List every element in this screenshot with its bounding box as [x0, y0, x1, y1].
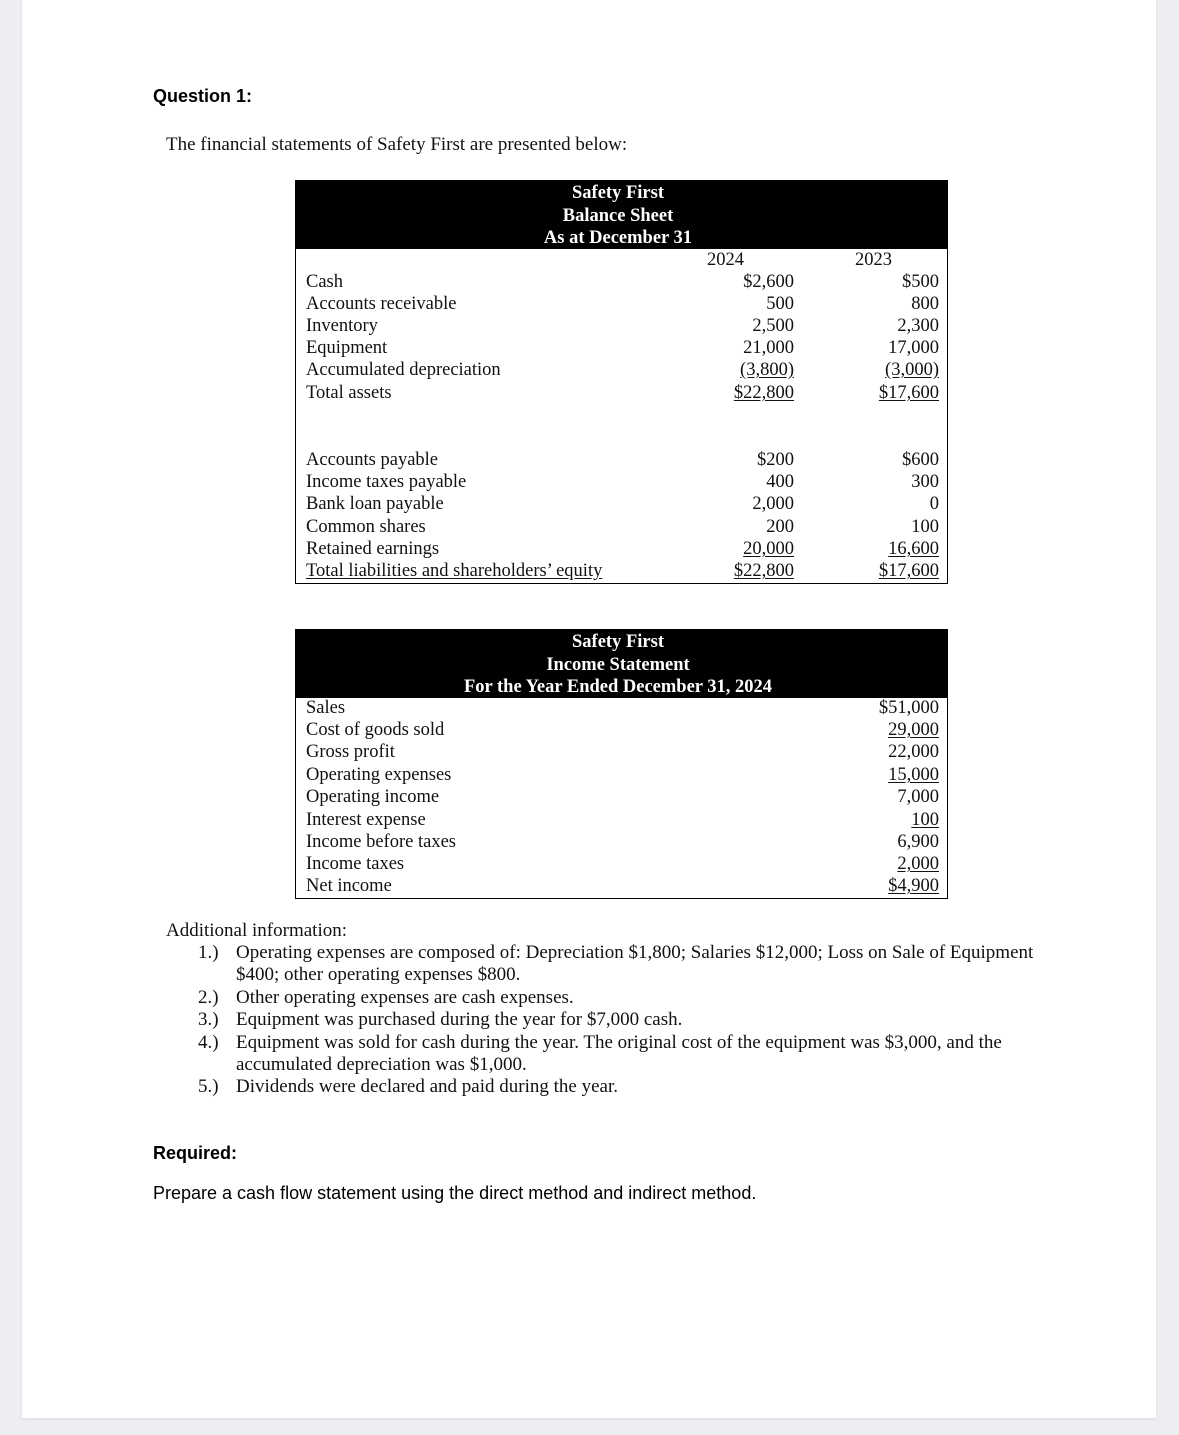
- is-label-cogs: Cost of goods sold: [306, 720, 445, 740]
- balance-sheet-header: [296, 181, 947, 249]
- equity-2023-re: 16,600: [888, 539, 939, 559]
- is-label-gross-profit: Gross profit: [306, 742, 395, 762]
- equity-label-shares: Common shares: [306, 517, 426, 537]
- liab-2023-tax: 300: [911, 472, 939, 492]
- required-title: Required:: [153, 1143, 238, 1163]
- is-value-cogs: 29,000: [888, 720, 939, 740]
- asset-2024-total: $22,800: [733, 383, 794, 403]
- list-item: [198, 1009, 1078, 1031]
- liab-label-loan: Bank loan payable: [306, 494, 444, 514]
- income-statement-table: [295, 629, 948, 899]
- list-item: [198, 1032, 1078, 1077]
- asset-label-equipment: Equipment: [306, 338, 388, 358]
- list-item-number: 1.): [198, 942, 219, 963]
- liab-label-total: Total liabilities and shareholders’ equity: [306, 561, 603, 581]
- asset-2023-total: $17,600: [878, 383, 939, 403]
- required-text: Prepare a cash flow statement using the direct method and indirect method.: [153, 1183, 757, 1203]
- is-value-op-income: 7,000: [897, 787, 939, 807]
- asset-2024-equipment: 21,000: [743, 338, 794, 358]
- asset-label-inventory: Inventory: [306, 316, 378, 336]
- question-title: Question 1:: [153, 86, 253, 106]
- list-item-text-cont: accumulated depreciation was $1,000.: [236, 1054, 527, 1076]
- is-label-taxes: Income taxes: [306, 854, 405, 874]
- document-page: [22, 0, 1156, 1418]
- bs-title: Balance Sheet: [562, 205, 674, 226]
- income-statement-header: [296, 630, 947, 698]
- list-item-text: Other operating expenses are cash expenses.: [236, 986, 574, 1008]
- year-2023-header: 2023: [855, 250, 892, 270]
- asset-2023-cash: $500: [902, 272, 939, 292]
- list-item-text: Operating expenses are composed of: Depreciation $1,800; Salaries $12,000; Loss on Sale of Equipment: [236, 942, 1034, 963]
- list-item: [198, 1076, 1078, 1098]
- equity-2023-shares: 100: [911, 517, 939, 537]
- is-period: For the Year Ended December 31, 2024: [463, 677, 773, 697]
- year-2024-header: 2024: [707, 250, 744, 270]
- list-item-text-cont: $400; other operating expenses $800.: [236, 964, 521, 986]
- asset-label-accum-dep: Accumulated depreciation: [306, 360, 501, 380]
- asset-2024-accum-dep: (3,800): [740, 360, 794, 380]
- list-item: [198, 987, 1078, 1009]
- intro-text: The financial statements of Safety First are presented below:: [166, 134, 628, 155]
- balance-sheet-table: [295, 180, 948, 584]
- asset-label-total: Total assets: [306, 383, 392, 403]
- liab-2024-loan: 2,000: [752, 494, 794, 514]
- equity-2024-re: 20,000: [743, 539, 794, 559]
- is-value-net-income: $4,900: [888, 876, 939, 896]
- is-value-ibt: 6,900: [897, 832, 939, 852]
- is-label-ibt: Income before taxes: [306, 832, 456, 852]
- liab-label-tax: Income taxes payable: [306, 472, 467, 492]
- list-item-number: 3.): [198, 1009, 219, 1031]
- asset-2024-ar: 500: [766, 294, 794, 314]
- is-value-interest: 100: [911, 810, 939, 830]
- list-item-number: 5.): [198, 1076, 219, 1098]
- list-item-text: Dividends were declared and paid during the year.: [236, 1076, 618, 1098]
- asset-2024-inventory: 2,500: [752, 316, 794, 336]
- additional-info-title: Additional information:: [166, 920, 348, 941]
- is-label-sales: Sales: [306, 698, 346, 718]
- is-company: Safety First: [572, 632, 664, 652]
- asset-2023-accum-dep: (3,000): [885, 360, 939, 380]
- asset-label-cash: Cash: [306, 272, 343, 292]
- asset-2023-ar: 800: [911, 294, 939, 314]
- equity-2024-shares: 200: [766, 517, 794, 537]
- is-title: Income Statement: [546, 654, 690, 675]
- liab-2023-total: $17,600: [878, 561, 939, 581]
- liab-2023-loan: 0: [929, 494, 939, 514]
- liab-2024-total: $22,800: [733, 561, 794, 581]
- equity-label-re: Retained earnings: [306, 539, 440, 559]
- list-item: [198, 942, 1078, 987]
- bs-period: As at December 31: [543, 228, 693, 248]
- asset-2023-equipment: 17,000: [888, 338, 939, 358]
- list-item-text: Equipment was purchased during the year for $7,000 cash.: [236, 1009, 683, 1031]
- liab-2024-ap: $200: [757, 450, 794, 470]
- liab-2023-ap: $600: [902, 450, 939, 470]
- is-value-opex: 15,000: [888, 765, 939, 785]
- additional-info-list: [198, 942, 1078, 1099]
- list-item-text: Equipment was sold for cash during the year. The original cost of the equipment was $3,000, and the: [236, 1031, 1002, 1053]
- is-value-sales: $51,000: [878, 698, 939, 718]
- asset-label-ar: Accounts receivable: [306, 294, 457, 314]
- liab-2024-tax: 400: [766, 472, 794, 492]
- list-item-number: 4.): [198, 1031, 219, 1053]
- is-value-taxes: 2,000: [897, 854, 939, 874]
- is-value-gross-profit: 22,000: [888, 742, 939, 762]
- bs-company: Safety First: [572, 183, 664, 203]
- is-label-interest: Interest expense: [306, 810, 426, 830]
- is-label-opex: Operating expenses: [306, 765, 452, 785]
- list-item-number: 2.): [198, 986, 219, 1008]
- liab-label-ap: Accounts payable: [306, 450, 439, 470]
- asset-2024-cash: $2,600: [743, 272, 794, 292]
- asset-2023-inventory: 2,300: [897, 316, 939, 336]
- is-label-op-income: Operating income: [306, 787, 440, 807]
- is-label-net-income: Net income: [306, 876, 392, 896]
